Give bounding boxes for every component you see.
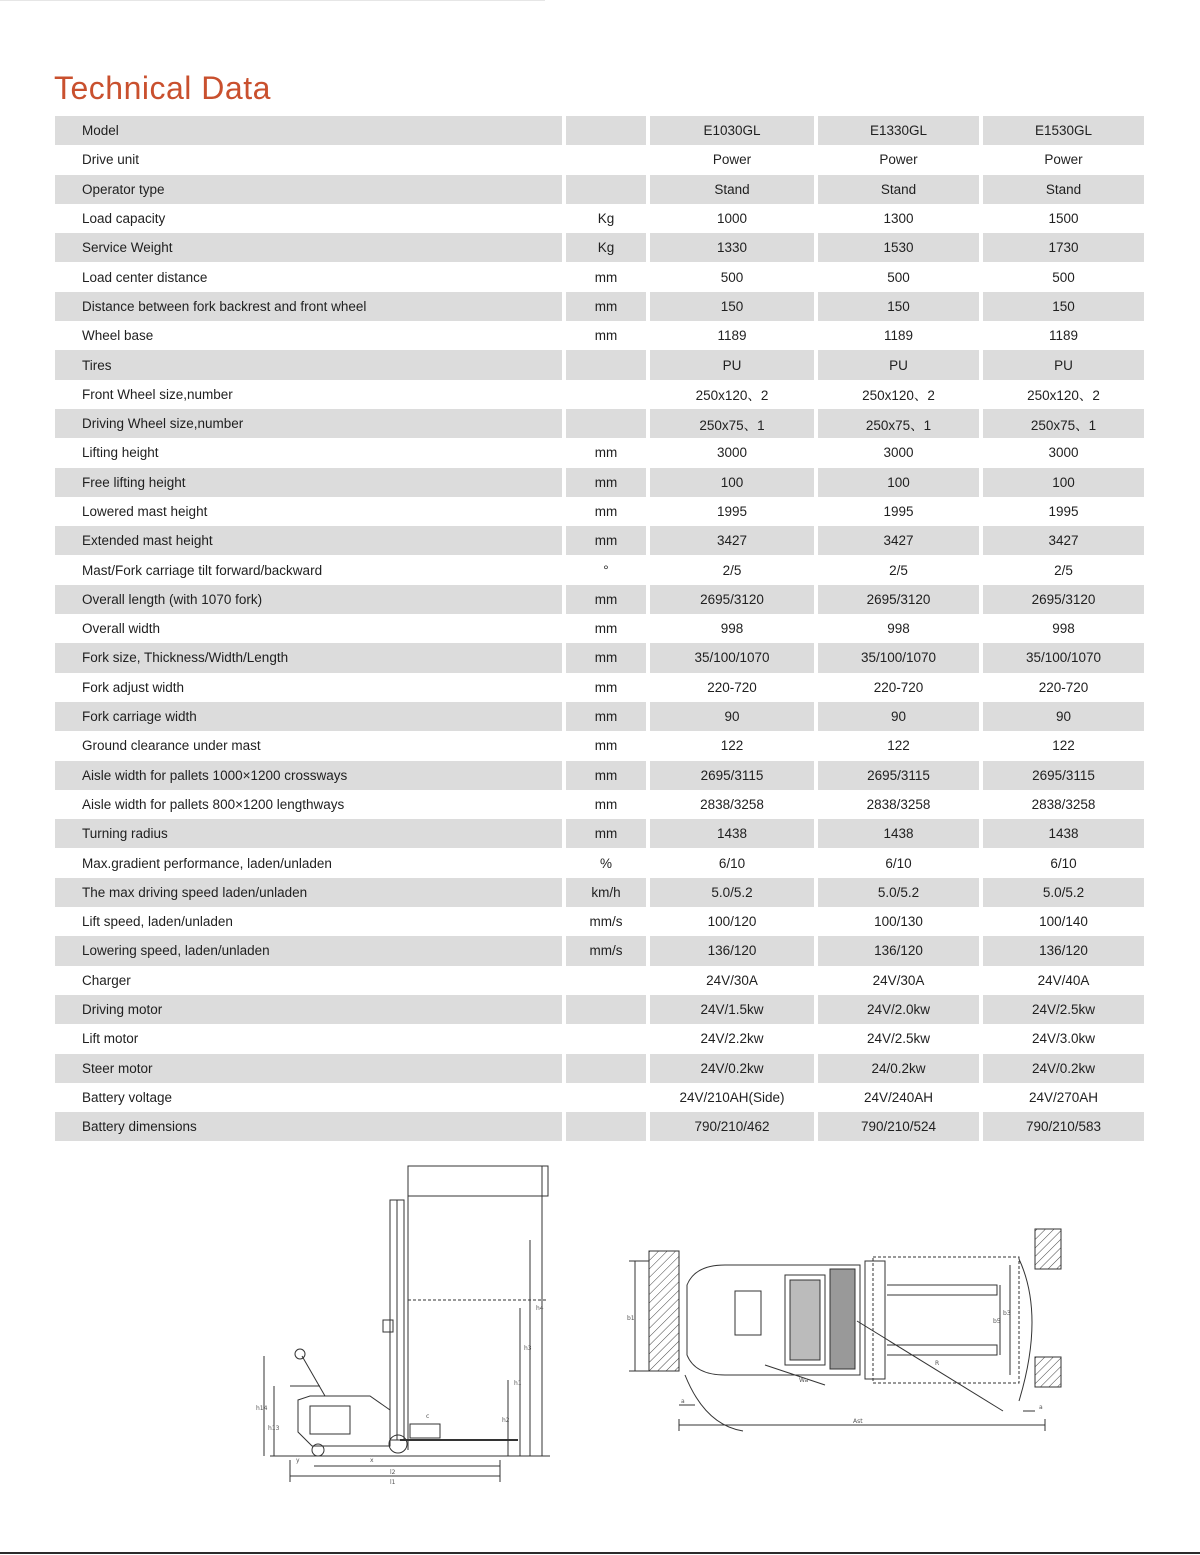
spec-name: Fork size, Thickness/Width/Length: [82, 650, 289, 666]
spec-name: Ground clearance under mast: [82, 738, 261, 754]
spec-row: [55, 497, 1144, 526]
spec-row: [55, 175, 1144, 204]
spec-name: Lowered mast height: [82, 504, 208, 519]
spec-name: Tires: [82, 357, 112, 373]
spec-name: Lowering speed, laden/unladen: [82, 943, 270, 959]
spec-unit: mm: [566, 292, 646, 321]
spec-name-cell: [55, 790, 562, 819]
spec-value-2: 24/0.2kw: [818, 1054, 979, 1083]
spec-value-2: 100: [818, 468, 979, 497]
spec-unit: [566, 1112, 646, 1141]
load-outline: [408, 1166, 548, 1196]
spec-name: Aisle width for pallets 800×1200 lengthways: [82, 796, 345, 812]
spec-value-1: 250x120、2: [695, 388, 769, 404]
spec-name-cell: [55, 468, 562, 497]
spec-value-2: 5.0/5.2: [818, 878, 979, 907]
spec-name: Drive unit: [82, 152, 140, 168]
spec-value-1: 2695/3120: [650, 585, 814, 614]
top-rule: [0, 0, 545, 1]
spec-name-cell: [55, 995, 562, 1024]
spec-row: [55, 585, 1144, 614]
side-view-drawing: [250, 1160, 570, 1490]
svg-text:h2: h2: [502, 1417, 510, 1424]
spec-value-1: 24V/0.2kw: [650, 1054, 814, 1083]
spec-value-3: 2838/3258: [1031, 796, 1096, 812]
spec-name-cell: [55, 907, 562, 936]
spec-row: [55, 526, 1144, 555]
spec-value-3: 250x120、2: [1027, 388, 1100, 404]
spec-row: [55, 995, 1144, 1024]
spec-name: Load capacity: [82, 211, 166, 227]
svg-text:b1: b1: [627, 1315, 635, 1322]
spec-name: Lift speed, laden/unladen: [82, 914, 233, 930]
spec-unit: [566, 409, 646, 438]
spec-row: [55, 555, 1144, 584]
spec-value-2: 1530: [818, 233, 979, 262]
spec-unit: mm: [594, 504, 618, 519]
spec-value-2: 122: [887, 738, 910, 754]
spec-name-cell: [55, 321, 562, 350]
spec-value-1: 1995: [716, 504, 748, 519]
spec-value-1: 2/5: [722, 562, 742, 578]
spec-name-cell: [55, 1054, 562, 1083]
spec-unit: mm: [566, 819, 646, 848]
spec-name-cell: [55, 878, 562, 907]
spec-value-3: 24V/2.5kw: [983, 995, 1144, 1024]
spec-name-cell: [55, 204, 562, 233]
spec-value-1: 24V/30A: [706, 972, 758, 988]
spec-name: Free lifting height: [82, 474, 186, 490]
spec-name: Service Weight: [82, 240, 173, 256]
spec-value-1: E1030GL: [650, 116, 814, 145]
spec-row: [55, 262, 1144, 291]
spec-value-2: 2695/3120: [818, 585, 979, 614]
spec-name-cell: [55, 819, 562, 848]
spec-name-cell: [55, 585, 562, 614]
spec-row: [55, 761, 1144, 790]
svg-text:l2: l2: [390, 1469, 396, 1476]
svg-text:l1: l1: [390, 1479, 396, 1486]
spec-name-cell: [55, 555, 562, 584]
svg-text:b3: b3: [1003, 1310, 1011, 1317]
spec-value-2: 1995: [883, 504, 914, 519]
spec-unit: mm: [594, 738, 618, 754]
spec-name: Extended mast height: [82, 533, 213, 549]
spec-name: Mast/Fork carriage tilt forward/backward: [82, 562, 323, 578]
spec-name-cell: [55, 761, 562, 790]
spec-name-cell: [55, 409, 562, 438]
spec-row: [55, 1112, 1144, 1141]
front-wheel: [389, 1435, 407, 1453]
spec-value-2: 1438: [818, 819, 979, 848]
spec-value-2: 3000: [883, 445, 914, 461]
spec-row: [55, 790, 1144, 819]
spec-unit: mm: [566, 468, 646, 497]
spec-value-2: E1330GL: [818, 116, 979, 145]
spec-name: Model: [82, 123, 119, 139]
spec-name-cell: [55, 731, 562, 760]
spec-unit: [566, 116, 646, 145]
spec-unit: mm: [594, 269, 618, 285]
spec-row: [55, 966, 1144, 995]
spec-name: Lifting height: [82, 445, 159, 461]
spec-name-cell: [55, 233, 562, 262]
spec-value-2: 1189: [883, 328, 914, 344]
spec-value-1: 998: [720, 621, 744, 637]
spec-name: Operator type: [82, 181, 165, 197]
spec-value-2: Stand: [818, 175, 979, 204]
spec-unit: [566, 380, 646, 409]
spec-value-3: 3427: [983, 526, 1144, 555]
spec-name: Driving motor: [82, 1002, 163, 1018]
spec-unit: [566, 1083, 646, 1112]
spec-value-2: PU: [818, 350, 979, 379]
spec-value-3: 6/10: [1050, 855, 1077, 871]
spec-unit: mm: [594, 796, 618, 812]
svg-text:h3: h3: [524, 1345, 532, 1352]
spec-value-2: 24V/2.0kw: [818, 995, 979, 1024]
spec-value-2: 3427: [818, 526, 979, 555]
spec-value-1: 24V/1.5kw: [650, 995, 814, 1024]
spec-row: [55, 233, 1144, 262]
spec-value-3: 250x75、1: [983, 409, 1144, 438]
spec-name: Aisle width for pallets 1000×1200 crossways: [82, 767, 348, 783]
spec-row: [55, 673, 1144, 702]
spec-unit: mm: [566, 761, 646, 790]
spec-unit: Kg: [566, 233, 646, 262]
spec-row: [55, 702, 1144, 731]
spec-value-1: 5.0/5.2: [650, 878, 814, 907]
spec-value-3: 1189: [1048, 328, 1079, 344]
spec-value-2: 100/130: [874, 914, 923, 930]
spec-value-1: 35/100/1070: [650, 643, 814, 672]
spec-value-2: 250x120、2: [862, 388, 935, 404]
spec-name: Front Wheel size,number: [82, 386, 233, 402]
spec-row: [55, 643, 1144, 672]
spec-value-2: 2/5: [889, 562, 908, 578]
spec-row: [55, 204, 1144, 233]
spec-unit: %: [599, 855, 612, 871]
spec-unit: [566, 350, 646, 379]
spec-value-1: 122: [720, 738, 744, 754]
bottom-rule: [0, 1552, 1200, 1554]
spec-value-1: 2838/3258: [700, 796, 764, 812]
spec-row: [55, 468, 1144, 497]
spec-unit: mm: [566, 585, 646, 614]
spec-value-3: 1730: [983, 233, 1144, 262]
spec-value-1: 250x75、1: [650, 409, 814, 438]
spec-unit: Kg: [597, 211, 615, 227]
spec-value-1: PU: [650, 350, 814, 379]
svg-text:R: R: [935, 1360, 940, 1367]
spec-name-cell: [55, 1024, 562, 1053]
spec-value-3: 220-720: [1038, 679, 1089, 695]
spec-value-1: 3427: [650, 526, 814, 555]
spec-value-3: E1530GL: [983, 116, 1144, 145]
spec-value-3: 1995: [1048, 504, 1079, 519]
truck-body: [298, 1396, 390, 1446]
spec-name: Turning radius: [82, 826, 168, 842]
spec-unit: mm/s: [566, 936, 646, 965]
spec-unit: mm: [566, 526, 646, 555]
spec-value-3: 122: [1052, 738, 1075, 754]
spec-value-2: 6/10: [885, 855, 912, 871]
spec-value-2: 24V/30A: [872, 972, 925, 988]
spec-name: Battery dimensions: [82, 1119, 197, 1135]
spec-name: Overall length (with 1070 fork): [82, 591, 263, 607]
spec-row: [55, 907, 1144, 936]
spec-name-cell: [55, 526, 562, 555]
svg-text:c: c: [426, 1413, 430, 1420]
spec-value-3: 90: [983, 702, 1144, 731]
spec-value-3: 1500: [1048, 211, 1079, 227]
spec-value-2: 136/120: [818, 936, 979, 965]
spec-value-1: 136/120: [650, 936, 814, 965]
spec-row: [55, 409, 1144, 438]
technical-data-table: [51, 116, 1148, 1141]
spec-name-cell: [55, 1112, 562, 1141]
spec-name: Battery voltage: [82, 1089, 173, 1105]
spec-unit: [566, 145, 646, 174]
spec-row: [55, 145, 1144, 174]
spec-unit: °: [603, 562, 609, 578]
spec-unit: mm: [566, 643, 646, 672]
spec-value-1: 24V/2.2kw: [700, 1031, 764, 1047]
spec-row: [55, 936, 1144, 965]
spec-unit: mm: [594, 445, 618, 461]
spec-name: Fork adjust width: [82, 679, 185, 695]
spec-unit: [566, 995, 646, 1024]
spec-name: Steer motor: [82, 1060, 153, 1076]
svg-text:Wa: Wa: [799, 1377, 809, 1384]
spec-value-2: 790/210/524: [818, 1112, 979, 1141]
spec-value-3: 136/120: [983, 936, 1144, 965]
spec-unit: [566, 175, 646, 204]
spec-unit: mm: [594, 621, 618, 637]
spec-row: [55, 819, 1144, 848]
spec-value-3: 24V/270AH: [1028, 1089, 1099, 1105]
spec-value-3: 35/100/1070: [983, 643, 1144, 672]
spec-value-2: Power: [879, 152, 918, 168]
spec-name-cell: [55, 497, 562, 526]
spec-value-2: 35/100/1070: [818, 643, 979, 672]
spec-name-cell: [55, 936, 562, 965]
spec-value-2: 500: [887, 269, 910, 285]
spec-row: [55, 1083, 1144, 1112]
spec-value-1: 220-720: [707, 679, 757, 695]
top-view-svg: [625, 1225, 1075, 1445]
svg-text:Ast: Ast: [853, 1418, 863, 1425]
spec-value-1: 24V/210AH(Side): [679, 1089, 785, 1105]
svg-text:h1: h1: [514, 1380, 522, 1387]
spec-value-1: 150: [650, 292, 814, 321]
spec-row: [55, 731, 1144, 760]
spec-value-1: 90: [650, 702, 814, 731]
svg-text:h13: h13: [268, 1425, 280, 1432]
spec-name-cell: [55, 175, 562, 204]
spec-value-1: 790/210/462: [650, 1112, 814, 1141]
spec-value-1: Stand: [650, 175, 814, 204]
spec-value-1: 1438: [650, 819, 814, 848]
spec-name-cell: [55, 673, 562, 702]
spec-value-3: 100/140: [1039, 914, 1088, 930]
spec-value-1: 3000: [716, 445, 748, 461]
spec-value-3: Power: [1044, 152, 1083, 168]
svg-text:h14: h14: [256, 1405, 268, 1412]
spec-row: [55, 116, 1144, 145]
spec-value-2: 24V/240AH: [863, 1089, 934, 1105]
spec-value-3: 5.0/5.2: [983, 878, 1144, 907]
spec-name-cell: [55, 1083, 562, 1112]
spec-unit: mm/s: [589, 914, 623, 930]
spec-value-3: 150: [983, 292, 1144, 321]
spec-value-3: 2695/3120: [983, 585, 1144, 614]
spec-name-cell: [55, 614, 562, 643]
svg-text:y: y: [296, 1457, 300, 1464]
spec-value-2: 220-720: [873, 679, 924, 695]
spec-name-cell: [55, 848, 562, 877]
spec-value-1: 2695/3115: [650, 761, 814, 790]
spec-name-cell: [55, 262, 562, 291]
spec-name: Distance between fork backrest and front wheel: [82, 298, 367, 314]
spec-unit: [566, 966, 646, 995]
spec-row: [55, 350, 1144, 379]
spec-unit: mm: [594, 679, 618, 695]
spec-name-cell: [55, 145, 562, 174]
spec-value-3: 24V/3.0kw: [1031, 1031, 1096, 1047]
spec-value-2: 998: [887, 621, 910, 637]
spec-row: [55, 1054, 1144, 1083]
spec-value-3: Stand: [983, 175, 1144, 204]
spec-row: [55, 321, 1144, 350]
spec-value-2: 2695/3115: [818, 761, 979, 790]
spec-unit: [566, 1024, 646, 1053]
spec-value-1: 6/10: [718, 855, 746, 871]
spec-value-2: 2838/3258: [866, 796, 931, 812]
svg-text:h4: h4: [536, 1305, 544, 1312]
spec-value-2: 24V/2.5kw: [866, 1031, 931, 1047]
wall-right-bottom: [1035, 1357, 1061, 1387]
spec-value-2: 150: [818, 292, 979, 321]
spec-value-3: 500: [1052, 269, 1075, 285]
spec-row: [55, 1024, 1144, 1053]
spec-value-3: 24V/40A: [1037, 972, 1090, 988]
svg-text:b5: b5: [993, 1318, 1001, 1325]
spec-value-1: Power: [712, 152, 752, 168]
wall-right-top: [1035, 1229, 1061, 1269]
spec-name: The max driving speed laden/unladen: [82, 884, 308, 900]
spec-unit: mm: [566, 702, 646, 731]
spec-unit: km/h: [566, 878, 646, 907]
spec-value-3: 2695/3115: [983, 761, 1144, 790]
page-title: Technical Data: [54, 70, 271, 106]
spec-name-cell: [55, 643, 562, 672]
spec-name: Overall width: [82, 621, 161, 637]
spec-value-1: 1000: [716, 211, 748, 227]
spec-name-cell: [55, 966, 562, 995]
side-view-svg: [250, 1160, 570, 1490]
spec-value-3: 3000: [1048, 445, 1079, 461]
spec-name-cell: [55, 438, 562, 467]
spec-value-3: 998: [1052, 621, 1075, 637]
spec-row: [55, 292, 1144, 321]
spec-value-3: PU: [983, 350, 1144, 379]
spec-value-2: 90: [818, 702, 979, 731]
spec-row: [55, 380, 1144, 409]
spec-name: Load center distance: [82, 269, 208, 285]
svg-text:x: x: [370, 1457, 374, 1464]
spec-value-3: 1438: [983, 819, 1144, 848]
svg-text:a: a: [681, 1398, 685, 1405]
spec-unit: mm: [594, 328, 618, 344]
spec-value-1: 500: [720, 269, 744, 285]
spec-value-2: 250x75、1: [818, 409, 979, 438]
spec-value-3: 790/210/583: [983, 1112, 1144, 1141]
svg-text:a: a: [1039, 1404, 1043, 1411]
spec-value-3: 100: [983, 468, 1144, 497]
spec-row: [55, 848, 1144, 877]
spec-name-cell: [55, 350, 562, 379]
spec-row: [55, 614, 1144, 643]
top-view-drawing: [625, 1225, 1075, 1445]
spec-row: [55, 438, 1144, 467]
spec-name-cell: [55, 702, 562, 731]
spec-value-1: 1189: [717, 328, 747, 344]
spec-name-cell: [55, 380, 562, 409]
spec-name: Wheel base: [82, 328, 154, 344]
spec-value-2: 1300: [883, 211, 914, 227]
spec-value-3: 24V/0.2kw: [983, 1054, 1144, 1083]
spec-name: Max.gradient performance, laden/unladen: [82, 855, 332, 871]
spec-name-cell: [55, 292, 562, 321]
spec-row: [55, 878, 1144, 907]
spec-name: Driving Wheel size,number: [82, 416, 244, 432]
spec-value-1: 100: [650, 468, 814, 497]
spec-name: Charger: [82, 972, 131, 988]
wall-left: [649, 1251, 679, 1371]
spec-value-1: 100/120: [707, 914, 757, 930]
spec-value-3: 2/5: [1054, 562, 1073, 578]
spec-value-1: 1330: [650, 233, 814, 262]
spec-name: Fork carriage width: [82, 709, 197, 725]
spec-name-cell: [55, 116, 562, 145]
spec-unit: [566, 1054, 646, 1083]
spec-name: Lift motor: [82, 1031, 139, 1047]
